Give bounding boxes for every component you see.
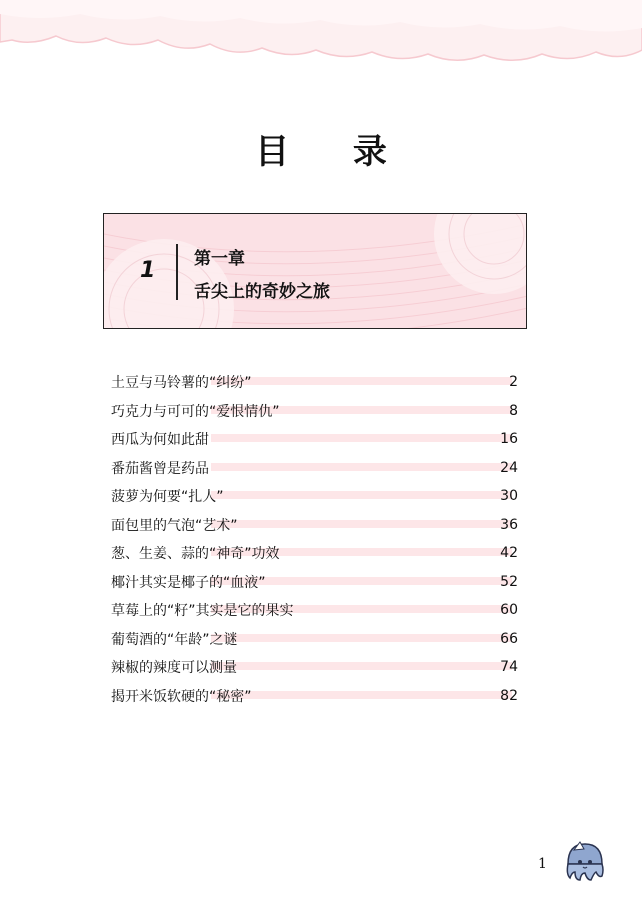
toc-entry-title: 西瓜为何如此甜 <box>111 432 209 449</box>
toc-entry-title: 菠萝为何要“扎人” <box>111 489 224 506</box>
toc-leader-stripe <box>211 520 512 528</box>
toc-entry-title: 葱、生姜、蒜的“神奇”功效 <box>111 546 280 563</box>
toc-entry[interactable] <box>111 482 518 511</box>
toc-entry-page: 74 <box>500 659 518 676</box>
toc-entry-title: 揭开米饭软硬的“秘密” <box>111 688 252 705</box>
toc-leader-stripe <box>211 463 512 471</box>
page-title: 目 录 <box>255 132 413 172</box>
toc-entry[interactable] <box>111 653 518 682</box>
toc-entry-title: 土豆与马铃薯的“纠纷” <box>111 375 252 392</box>
toc-entry[interactable] <box>111 682 518 711</box>
toc-entry-page: 30 <box>500 488 518 505</box>
toc-entry-title: 巧克力与可可的“爱恨情仇” <box>111 403 280 420</box>
chapter-number: 1 <box>140 258 156 283</box>
toc-leader-stripe <box>211 491 512 499</box>
toc-entry-title: 葡萄酒的“年龄”之谜 <box>111 631 238 648</box>
toc-leader-stripe <box>211 662 512 670</box>
toc-leader-stripe <box>211 377 512 385</box>
toc-entry[interactable] <box>111 397 518 426</box>
toc-list <box>111 368 518 710</box>
toc-entry[interactable] <box>111 596 518 625</box>
toc-entry-page: 16 <box>500 431 518 448</box>
toc-leader-stripe <box>211 691 512 699</box>
toc-entry[interactable] <box>111 568 518 597</box>
chapter-banner-background <box>104 214 527 329</box>
chapter-divider <box>176 244 178 300</box>
toc-entry-page: 8 <box>509 402 518 419</box>
toc-entry-title: 椰汁其实是椰子的“血液” <box>111 574 266 591</box>
toc-entry-page: 2 <box>509 374 518 391</box>
toc-leader-stripe <box>211 634 512 642</box>
chapter-name: 舌尖上的奇妙之旅 <box>194 282 330 302</box>
toc-entry-page: 66 <box>500 630 518 647</box>
toc-entry[interactable] <box>111 539 518 568</box>
toc-leader-stripe <box>211 434 512 442</box>
toc-entry-page: 36 <box>500 516 518 533</box>
toc-entry-title: 面包里的气泡“艺术” <box>111 517 238 534</box>
cloud-border-decoration <box>0 0 642 70</box>
toc-entry[interactable] <box>111 625 518 654</box>
page-number: 1 <box>538 856 547 872</box>
toc-entry-title: 番茄酱曾是药品 <box>111 460 209 477</box>
toc-entry-page: 82 <box>500 687 518 704</box>
toc-entry-page: 42 <box>500 545 518 562</box>
toc-entry-page: 52 <box>500 573 518 590</box>
toc-entry[interactable] <box>111 368 518 397</box>
chapter-label: 第一章 <box>194 249 245 269</box>
toc-entry[interactable] <box>111 511 518 540</box>
toc-entry[interactable] <box>111 454 518 483</box>
toc-entry-title: 草莓上的“籽”其实是它的果实 <box>111 603 294 620</box>
toc-entry-page: 24 <box>500 459 518 476</box>
toc-entry-page: 60 <box>500 602 518 619</box>
chapter-banner <box>103 213 527 329</box>
toc-entry-title: 辣椒的辣度可以测量 <box>111 660 237 677</box>
octopus-mascot-icon <box>562 838 608 884</box>
toc-entry[interactable] <box>111 425 518 454</box>
